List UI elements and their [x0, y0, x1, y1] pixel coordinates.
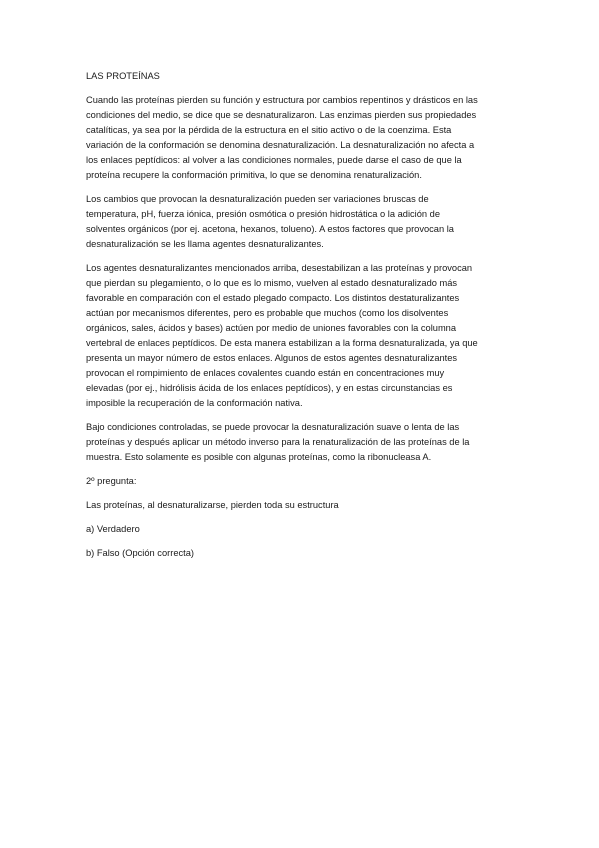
paragraph-line: Los cambios que provocan la desnaturalización pueden ser variaciones bruscas de [86, 194, 429, 204]
paragraph-line: catalíticas, ya sea por la pérdida de la estructura en el sitio activo o de la coenzima. Esta [86, 125, 452, 135]
paragraph-line: variación de la conformación se denomina desnaturalización. La desnaturalización no afecta a [86, 140, 475, 150]
paragraph-line: muestra. Esto solamente es posible con algunas proteínas, como la ribonucleasa A. [86, 452, 432, 462]
paragraph-line: proteínas y después aplicar un método inverso para la renaturalización de las proteínas de la [86, 437, 470, 447]
paragraph-line: favorable en comparación con el estado plegado compacto. Los distintos destaturalizantes [86, 293, 460, 303]
option-false: b) Falso (Opción correcta) [86, 548, 194, 558]
paragraph-line: solventes orgánicos (por ej. acetona, hexanos, tolueno). A estos factores que provocan la [86, 224, 454, 234]
option-true: a) Verdadero [86, 524, 140, 534]
paragraph-line: condiciones del medio, se dice que se desnaturalizaron. Las enzimas pierden sus propiedades [86, 110, 477, 120]
paragraph-line: actúan por mecanismos diferentes, pero es probable que muchos (como los disolventes [86, 308, 449, 318]
paragraph-1 [86, 93, 518, 183]
paragraph-line: Cuando las proteínas pierden su función y estructura por cambios repentinos y drásticos en las [86, 95, 478, 105]
paragraph-line: imposible la recuperación de la conformación nativa. [86, 398, 303, 408]
paragraph-line: proteína recupere la conformación primitiva, lo que se denomina renaturalización. [86, 170, 422, 180]
paragraph-line: Los agentes desnaturalizantes mencionados arriba, desestabilizan a las proteínas y provocan [86, 263, 473, 273]
paragraph-line: vertebral de enlaces peptídicos. De esta manera estabilizan a la forma desnaturalizada, ya que [86, 338, 478, 348]
paragraph-4 [86, 420, 518, 465]
paragraph-line: provocan el rompimiento de enlaces covalentes cuando están en concentraciones muy [86, 368, 445, 378]
question-statement: Las proteínas, al desnaturalizarse, pierden toda su estructura [86, 500, 339, 510]
paragraph-line: temperatura, pH, fuerza iónica, presión osmótica o presión hidrostática o la adición de [86, 209, 440, 219]
paragraph-line: que pierdan su plegamiento, o lo que es lo mismo, vuelven al estado desnaturalizado más [86, 278, 458, 288]
paragraph-line: desnaturalización se les llama agentes desnaturalizantes. [86, 239, 324, 249]
paragraph-line: los enlaces peptídicos: al volver a las condiciones normales, puede darse el caso de que la [86, 155, 462, 165]
question-label: 2º pregunta: [86, 476, 137, 486]
paragraph-line: Bajo condiciones controladas, se puede provocar la desnaturalización suave o lenta de las [86, 422, 460, 432]
paragraph-line: elevadas (por ej., hidrólisis ácida de los enlaces peptídicos), y en estas circunstancias es [86, 383, 453, 393]
paragraph-line: presenta un mayor número de estos enlaces. Algunos de estos agentes desnaturalizantes [86, 353, 458, 363]
document-page [86, 69, 518, 570]
document-title: LAS PROTEÍNAS [86, 71, 160, 81]
paragraph-line: orgánicos, sales, ácidos y bases) actúen por medio de uniones favorables con la columna [86, 323, 457, 333]
paragraph-2 [86, 192, 518, 252]
paragraph-3 [86, 261, 518, 411]
